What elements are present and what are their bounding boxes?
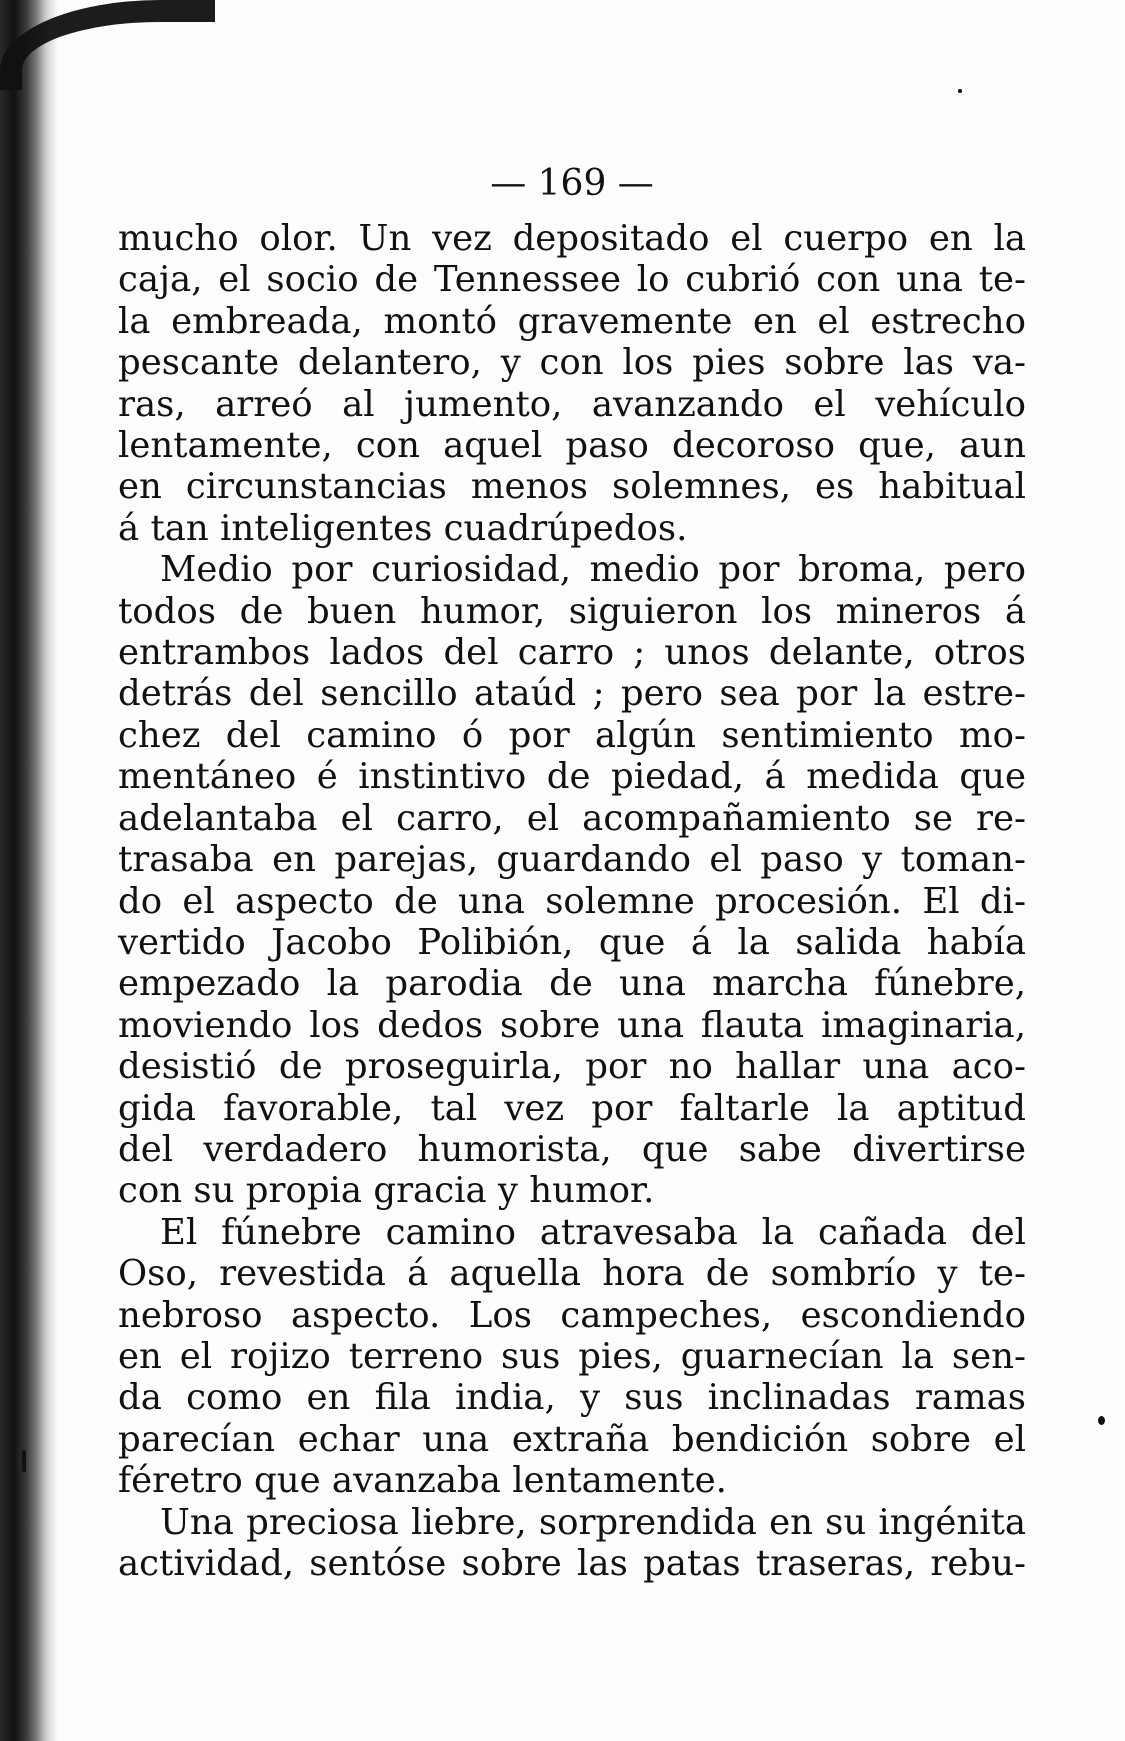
text-line: en el rojizo terreno sus pies, guarnecían la sen- (118, 1335, 1026, 1377)
ink-speck (1098, 1416, 1105, 1425)
text-line: chez del camino ó por algún sentimiento mo- (118, 714, 1026, 756)
text-line: gida favorable, tal vez por faltarle la aptitud (118, 1087, 1026, 1129)
text-line: ras, arreó al jumento, avanzando el vehículo (118, 383, 1026, 425)
text-line: actividad, sentóse sobre las patas traseras, rebu- (118, 1543, 1026, 1584)
paragraph (118, 1502, 1026, 1585)
text-line: entrambos lados del carro ; unos delante, otros (118, 632, 1026, 674)
text-line: á tan inteligentes cuadrúpedos. (118, 507, 688, 549)
text-line: adelantaba el carro, el acompañamiento se re- (118, 797, 1026, 839)
text-line: desistió de proseguirla, por no hallar una aco- (118, 1046, 1026, 1088)
text-line: Oso, revestida á aquella hora de sombrío y te- (118, 1253, 1026, 1295)
text-line: El fúnebre camino atravesaba la cañada del (160, 1211, 1026, 1253)
text-line: mucho olor. Un vez depositado el cuerpo en la (118, 218, 1026, 259)
text-line: vertido Jacobo Polibión, que á la salida había (118, 921, 1026, 963)
paragraph (118, 218, 1026, 549)
text-line: caja, el socio de Tennessee lo cubrió con una te- (118, 259, 1026, 301)
text-line: en circunstancias menos solemnes, es habitual (118, 466, 1026, 508)
text-line: empezado la parodia de una marcha fúnebre, (118, 963, 1026, 1005)
ink-speck (958, 89, 962, 93)
text-line: do el aspecto de una solemne procesión. El di- (118, 880, 1026, 922)
body-text (118, 150, 1026, 1584)
text-line: la embreada, montó gravemente en el estrecho (118, 300, 1026, 342)
paragraph (118, 549, 1026, 1212)
ink-speck (22, 1450, 26, 1472)
text-line: trasaba en parejas, guardando el paso y toman- (118, 839, 1026, 881)
paragraph (118, 1212, 1026, 1502)
text-line: con su propia gracia y humor. (118, 1170, 655, 1212)
text-line: moviendo los dedos sobre una flauta imaginaria, (118, 1004, 1026, 1046)
text-line: mentáneo é instintivo de piedad, á medida que (118, 756, 1026, 798)
text-line: Medio por curiosidad, medio por broma, pero (160, 549, 1026, 591)
binding-edge (0, 0, 58, 1741)
text-line: todos de buen humor, siguieron los mineros á (118, 590, 1026, 632)
text-line: nebroso aspecto. Los campeches, escondiendo (118, 1294, 1026, 1336)
text-line: parecían echar una extraña bendición sobre el (118, 1418, 1026, 1460)
text-line: lentamente, con aquel paso decoroso que, aun (118, 425, 1026, 467)
text-line: pescante delantero, y con los pies sobre las va- (118, 342, 1026, 384)
text-line: da como en fila india, y sus inclinadas ramas (118, 1377, 1026, 1419)
text-line: féretro que avanzaba lentamente. (118, 1460, 727, 1502)
text-line: Una preciosa liebre, sorprendida en su ingénita (160, 1501, 1026, 1543)
text-line: del verdadero humorista, que sabe divertirse (118, 1128, 1026, 1170)
text-line: detrás del sencillo ataúd ; pero sea por la estre- (118, 673, 1026, 715)
page-number: — 169 — (490, 163, 654, 204)
